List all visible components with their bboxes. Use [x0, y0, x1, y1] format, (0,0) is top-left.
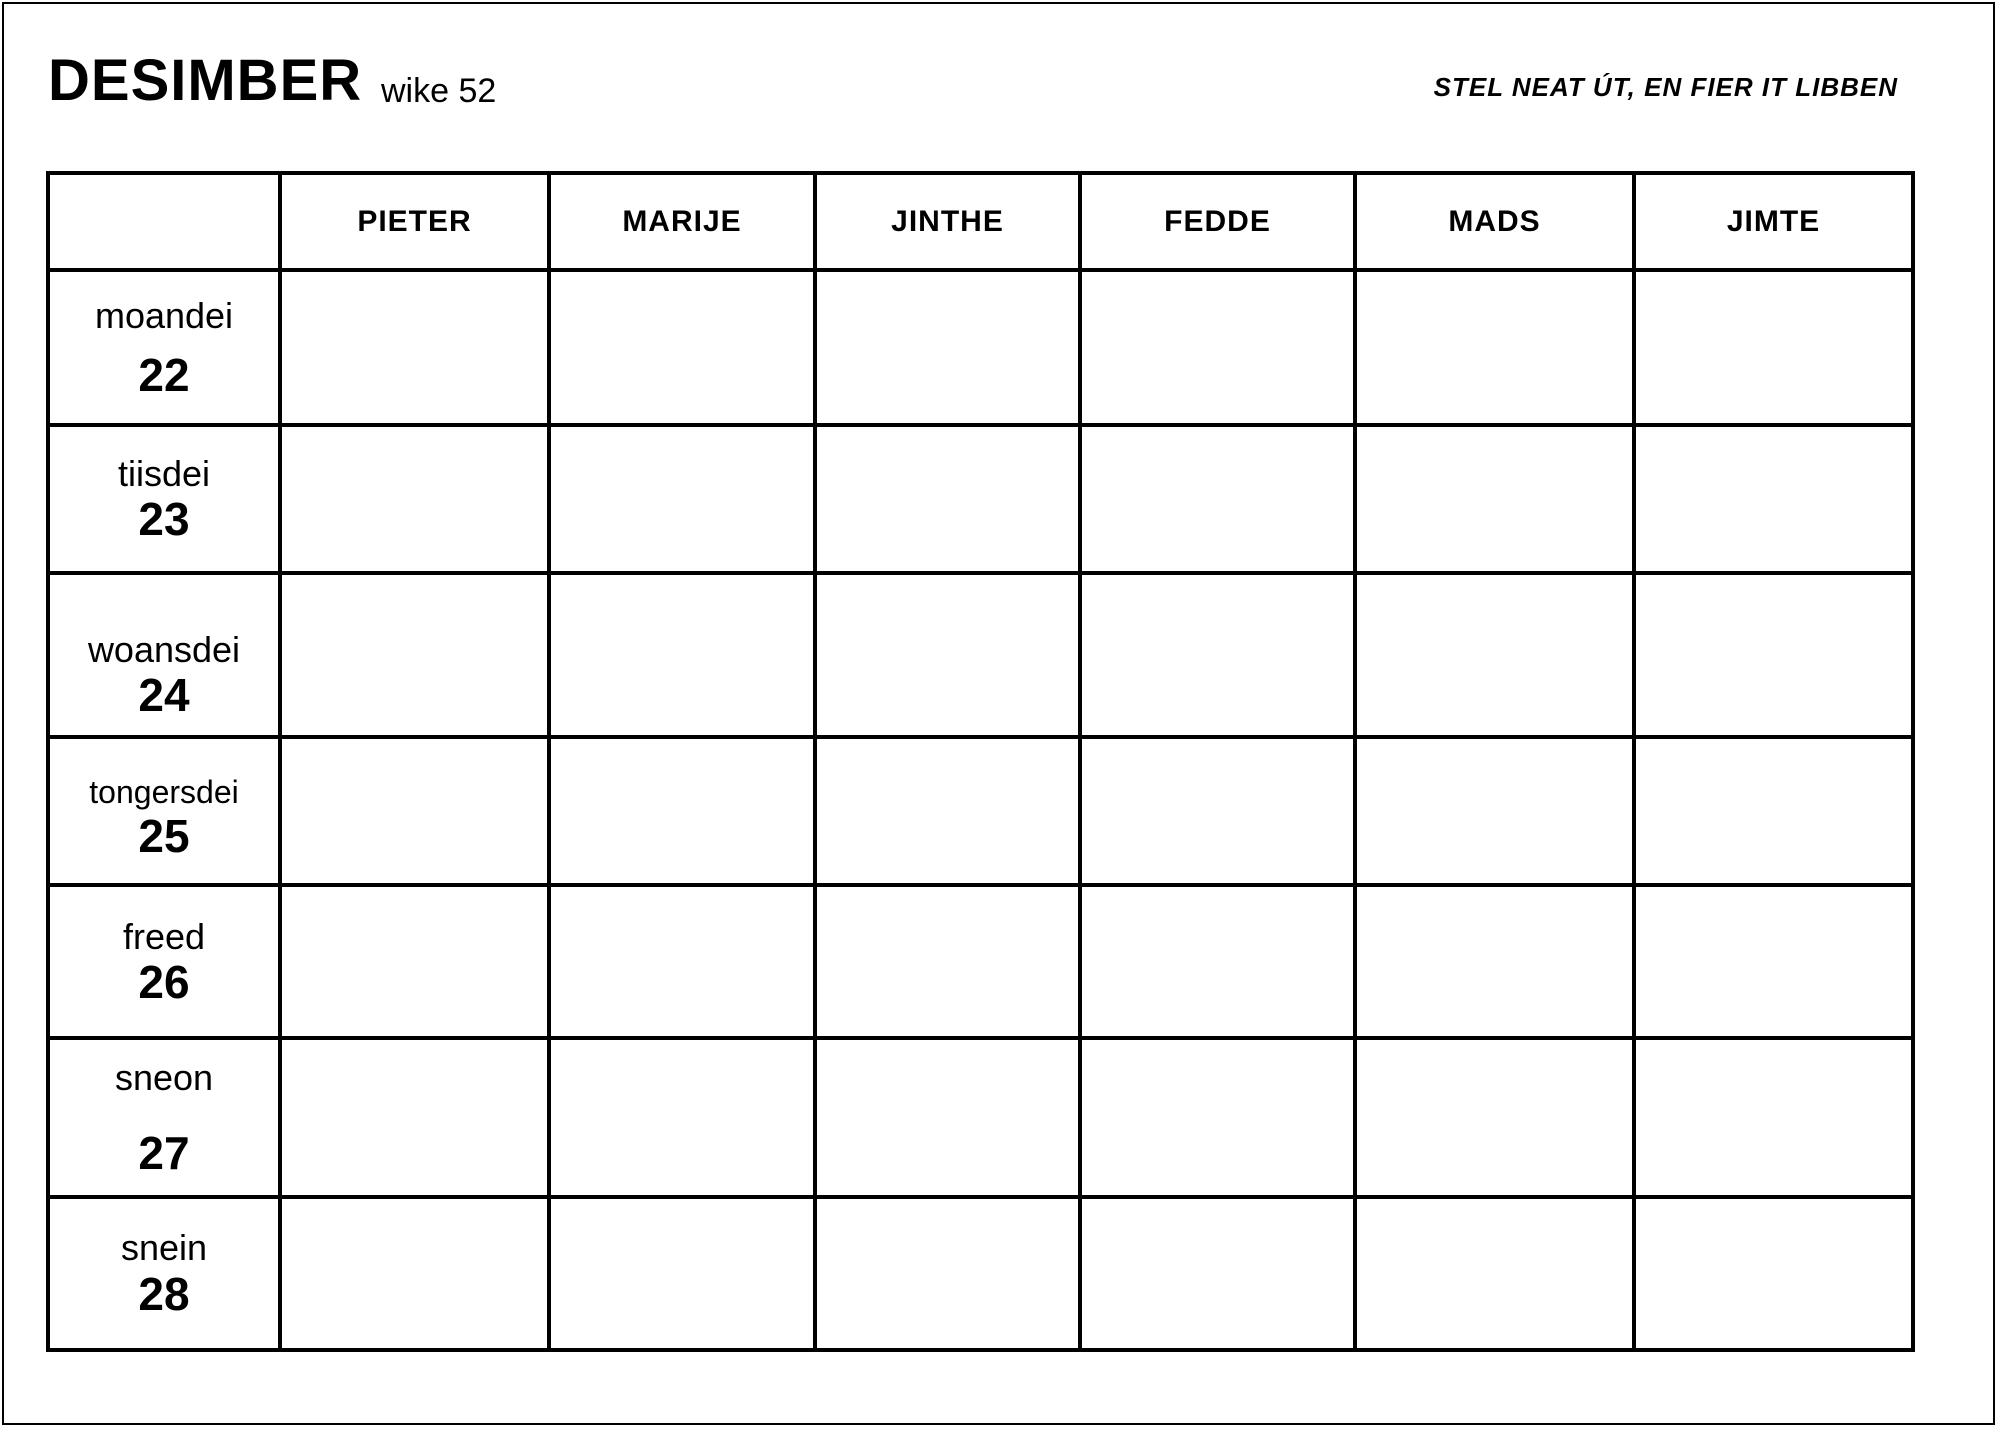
- plan-cell[interactable]: [1634, 885, 1913, 1038]
- week-label: wike 52: [381, 72, 497, 110]
- plan-cell[interactable]: [815, 885, 1080, 1038]
- day-label-cell: [48, 1038, 280, 1196]
- plan-cell[interactable]: [549, 1197, 815, 1350]
- plan-cell[interactable]: [549, 885, 815, 1038]
- plan-cell[interactable]: [1355, 885, 1634, 1038]
- plan-cell[interactable]: [1634, 1038, 1913, 1196]
- plan-cell[interactable]: [1634, 1197, 1913, 1350]
- plan-cell[interactable]: [1355, 1038, 1634, 1196]
- month-title: DESIMBER: [48, 48, 363, 113]
- plan-cell[interactable]: [549, 1038, 815, 1196]
- day-name: tiisdei: [117, 453, 211, 495]
- day-row-friday: [48, 885, 1913, 1038]
- day-label-cell: [48, 1197, 280, 1350]
- plan-cell[interactable]: [1634, 270, 1913, 425]
- column-header-marije: MARIJE: [549, 173, 815, 270]
- weekly-planner-table: [46, 171, 1915, 1352]
- plan-cell[interactable]: [1080, 885, 1355, 1038]
- plan-cell[interactable]: [1355, 1197, 1634, 1350]
- plan-cell[interactable]: [549, 573, 815, 737]
- plan-cell[interactable]: [815, 737, 1080, 885]
- header-row: [48, 173, 1913, 270]
- plan-cell[interactable]: [280, 573, 549, 737]
- plan-cell[interactable]: [280, 885, 549, 1038]
- day-date: 24: [138, 669, 190, 722]
- plan-cell[interactable]: [549, 737, 815, 885]
- plan-cell[interactable]: [1355, 737, 1634, 885]
- day-row-wednesday: [48, 573, 1913, 737]
- plan-cell[interactable]: [280, 1197, 549, 1350]
- day-label-cell: [48, 737, 280, 885]
- day-label-cell: [48, 425, 280, 572]
- plan-cell[interactable]: [280, 737, 549, 885]
- day-label-cell: [48, 573, 280, 737]
- plan-cell[interactable]: [1080, 425, 1355, 572]
- day-date: 26: [138, 956, 190, 1009]
- day-row-monday: [48, 270, 1913, 425]
- column-header-jimte: JIMTE: [1634, 173, 1913, 270]
- plan-cell[interactable]: [1634, 737, 1913, 885]
- plan-cell[interactable]: [280, 270, 549, 425]
- day-name: snein: [120, 1227, 208, 1269]
- day-row-tuesday: [48, 425, 1913, 572]
- plan-cell[interactable]: [1080, 737, 1355, 885]
- day-row-sunday: [48, 1197, 1913, 1350]
- plan-cell[interactable]: [815, 1038, 1080, 1196]
- plan-cell[interactable]: [1634, 573, 1913, 737]
- column-header-mads: MADS: [1355, 173, 1634, 270]
- day-date: 27: [138, 1126, 190, 1179]
- plan-cell[interactable]: [1355, 270, 1634, 425]
- day-name: tongersdei: [89, 774, 239, 811]
- plan-cell[interactable]: [1080, 270, 1355, 425]
- plan-cell[interactable]: [549, 425, 815, 572]
- column-header-jinthe: JINTHE: [815, 173, 1080, 270]
- day-label-cell: [48, 885, 280, 1038]
- day-name: sneon: [114, 1056, 214, 1098]
- day-row-thursday: [48, 737, 1913, 885]
- corner-cell: [48, 173, 280, 270]
- plan-cell[interactable]: [815, 1197, 1080, 1350]
- motto-text: STEL NEAT ÚT, EN FIER IT LIBBEN: [1433, 72, 1898, 102]
- day-date: 25: [138, 810, 190, 863]
- day-label-cell: [48, 270, 280, 425]
- plan-cell[interactable]: [1634, 425, 1913, 572]
- plan-cell[interactable]: [1355, 573, 1634, 737]
- plan-cell[interactable]: [280, 1038, 549, 1196]
- plan-cell[interactable]: [1080, 1197, 1355, 1350]
- day-name: moandei: [94, 294, 234, 336]
- plan-cell[interactable]: [1355, 425, 1634, 572]
- plan-cell[interactable]: [549, 270, 815, 425]
- plan-cell[interactable]: [280, 425, 549, 572]
- day-row-saturday: [48, 1038, 1913, 1196]
- plan-cell[interactable]: [815, 270, 1080, 425]
- day-date: 28: [138, 1267, 190, 1320]
- column-header-fedde: FEDDE: [1080, 173, 1355, 270]
- plan-cell[interactable]: [1080, 1038, 1355, 1196]
- plan-cell[interactable]: [1080, 573, 1355, 737]
- plan-cell[interactable]: [815, 425, 1080, 572]
- day-date: 23: [138, 493, 190, 546]
- day-name: woansdei: [87, 628, 241, 670]
- plan-cell[interactable]: [815, 573, 1080, 737]
- day-date: 22: [138, 349, 190, 402]
- column-header-pieter: PIETER: [280, 173, 549, 270]
- day-name: freed: [122, 915, 206, 957]
